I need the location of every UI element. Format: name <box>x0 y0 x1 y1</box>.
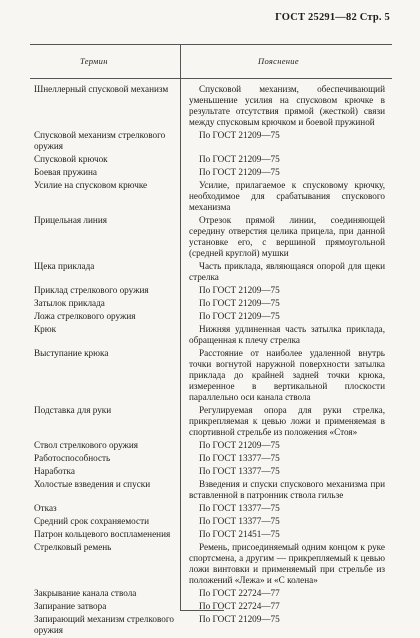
explanation-cell: По ГОСТ 21209—75 <box>199 614 280 624</box>
explanation-cell: По ГОСТ 22724—77 <box>199 601 280 611</box>
term-cell: Шнеллерный спусковой механизм <box>34 84 169 94</box>
term-cell: Спусковой крючок <box>34 154 108 164</box>
end-rule <box>180 610 224 611</box>
term-cell: Щека приклада <box>34 261 95 271</box>
explanation-cell: По ГОСТ 13377—75 <box>199 453 280 463</box>
term-cell: Боевая пружина <box>34 167 97 177</box>
table-row <box>0 516 420 527</box>
table-row <box>0 311 420 322</box>
table-row <box>0 180 420 213</box>
table-row <box>0 503 420 514</box>
table-row <box>0 261 420 283</box>
table-row <box>0 215 420 259</box>
term-cell: Приклад стрелкового оружия <box>34 285 149 295</box>
term-cell: Затылок приклада <box>34 298 105 308</box>
table-row <box>0 529 420 540</box>
table-row <box>0 154 420 165</box>
terms-table-body <box>0 84 420 638</box>
explanation-cell: По ГОСТ 13377—75 <box>199 516 280 526</box>
table-row <box>0 298 420 309</box>
explanation-cell: Спусковой механизм, обеспечивающий уменьшение усилия на спусковом крючке в результате отсутствия прямой (жесткой) связи между спусковым крючком и боевой пружиной <box>189 84 385 127</box>
explanation-cell: Нижняя удлиненная часть затылка приклада, обращенная к плечу стрелка <box>189 324 385 345</box>
table-row <box>0 324 420 346</box>
term-cell: Холостые взведения и спуски <box>34 479 151 489</box>
table-row <box>0 84 420 128</box>
term-cell: Запирающий механизм стрелкового оружия <box>34 614 174 635</box>
explanation-cell: Расстояние от наиболее удаленной внутрь точки вогнутой наружной поверхности затылка приклада до крайней задней точки крюка, измеренное в вертикальной плоскости параллельно оси канала ствола <box>189 348 385 402</box>
term-cell: Выступание крюка <box>34 348 109 358</box>
term-cell: Отказ <box>34 503 57 513</box>
explanation-cell: По ГОСТ 21209—75 <box>199 167 280 177</box>
term-cell: Ложа стрелкового оружия <box>34 311 136 321</box>
table-row <box>0 479 420 501</box>
explanation-cell: По ГОСТ 21209—75 <box>199 311 280 321</box>
explanation-cell: Часть приклада, являющаяся опорой для щеки стрелка <box>189 261 385 282</box>
term-cell: Средний срок сохраняемости <box>34 516 150 526</box>
explanation-cell: Взведения и спуски спускового механизма при вставленной в патронник ствола гильзе <box>189 479 385 500</box>
term-cell: Закрывание канала ствола <box>34 588 137 598</box>
explanation-cell: По ГОСТ 21209—75 <box>199 440 280 450</box>
term-cell: Стрелковый ремень <box>34 542 112 552</box>
table-row <box>0 405 420 438</box>
explanation-cell: По ГОСТ 21209—75 <box>199 298 280 308</box>
table-top-rule <box>30 44 392 45</box>
explanation-cell: Усилие, прилагаемое к спусковому крючку, необходимое для срабатывания спускового механизма <box>189 180 385 212</box>
table-row <box>0 453 420 464</box>
term-cell: Усилие на спусковом крючке <box>34 180 148 190</box>
term-cell: Работоспособность <box>34 453 111 463</box>
table-row <box>0 542 420 586</box>
table-header-rule <box>30 78 392 79</box>
term-cell: Спусковой механизм стрелкового оружия <box>34 130 166 151</box>
explanation-cell: По ГОСТ 21209—75 <box>199 285 280 295</box>
table-row <box>0 466 420 477</box>
column-header-term: Термин <box>80 56 108 66</box>
term-cell: Наработка <box>34 466 75 476</box>
explanation-cell: Регулируемая опора для руки стрелка, прикрепляемая к цевью ложи и применяемая в спортивной стрельбе из положения «Стоя» <box>189 405 385 437</box>
term-cell: Патрон кольцевого воспламенения <box>34 529 171 539</box>
table-row <box>0 167 420 178</box>
explanation-cell: По ГОСТ 21451—75 <box>199 529 280 539</box>
term-cell: Подставка для руки <box>34 405 112 415</box>
explanation-cell: Ремень, присоединяемый одним концом к руке спортсмена, а другим — прикрепляемый к цевью ложи винтовки и применяемый при стрельбе из положений «Лежа» и «С колена» <box>189 542 385 585</box>
explanation-cell: По ГОСТ 21209—75 <box>199 154 280 164</box>
term-cell: Прицельная линия <box>34 215 107 225</box>
table-row <box>0 285 420 296</box>
table-row <box>0 130 420 152</box>
table-row <box>0 440 420 451</box>
column-header-explanation: Пояснение <box>258 56 299 66</box>
table-row <box>0 588 420 599</box>
running-header: ГОСТ 25291—82 Стр. 5 <box>275 12 390 23</box>
explanation-cell: По ГОСТ 13377—75 <box>199 503 280 513</box>
term-cell: Крюк <box>34 324 57 334</box>
explanation-cell: Отрезок прямой линии, соединяющей середину отверстия целика прицела, при данной установке его, с вершиной прямоугольной (средней круглой) мушки <box>189 215 385 258</box>
term-cell: Запирание затвора <box>34 601 107 611</box>
term-cell: Ствол стрелкового оружия <box>34 440 139 450</box>
explanation-cell: По ГОСТ 21209—75 <box>199 130 280 140</box>
table-row <box>0 614 420 636</box>
explanation-cell: По ГОСТ 22724—77 <box>199 588 280 598</box>
table-row <box>0 348 420 403</box>
explanation-cell: По ГОСТ 13377—75 <box>199 466 280 476</box>
